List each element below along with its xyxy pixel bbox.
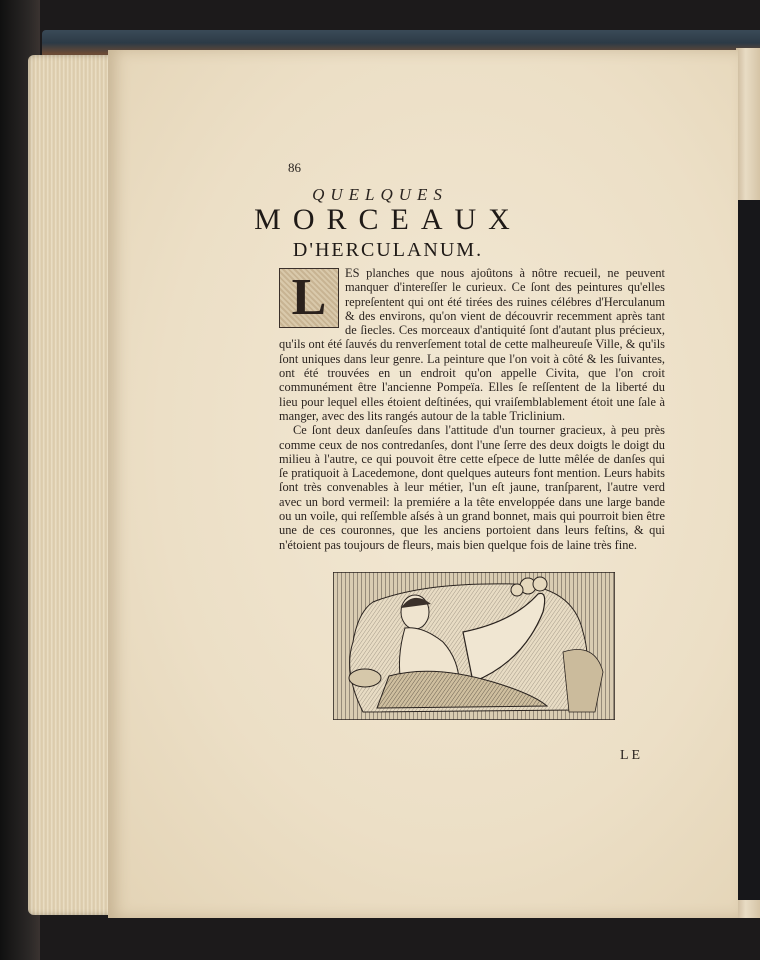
page-edges bbox=[28, 55, 120, 915]
catchword: LE bbox=[620, 748, 644, 763]
title-morceaux: MORCEAUX bbox=[254, 203, 522, 236]
paragraph-2: Ce ſont deux danſeuſes dans l'attitude d'un tourner gracieux, à peu près comme ceux de nos contredanſes, dont l'une ſerre des deux doigts le doigt du milieu à l'autre, ce qui pouvoit être cette eſpece de lutte mêlée de danſes qui ſe pratiquoit à Lacedemone, dont quelques auteurs font mention. Leurs habits ſont très convenables à leur métier, l'un eſt jaune, tranſparent, l'autre verd avec un bord vermeil: la premiére a la tête enveloppée dans une large bande ou un voile, qui reſſemble aſsés à un grand bonnet, mais qui pourroit bien être une de ces couronnes, que les anciens portoient dans leurs feſtins, & qui n'étoient pas toujours de fleurs, mais bien quelque fois de laine très fine. bbox=[279, 423, 665, 552]
page-number: 86 bbox=[288, 160, 301, 175]
scan-edge-strip bbox=[735, 200, 760, 900]
ornamental-drop-cap: L bbox=[279, 268, 339, 328]
title-quelques: QUELQUES bbox=[312, 185, 448, 204]
body-text bbox=[279, 266, 665, 552]
engraving-illustration bbox=[333, 572, 615, 720]
paragraph-1: ES planches que nous ajoûtons à nôtre recueil, ne peuvent manquer d'intereſſer le curieux. Ce ſont des peintures qu'elles repreſentent qui ont été tirées des ruines célébres d'Herculanum & des environs, qu'on vient de découvrir recemment après tant de ſiecles. Ces morceaux d'antiquité ſont d'autant plus précieux, qu'ils ont été ſauvés du renverſement total de cette malheureuſe Ville, & qu'ils ſont uniques dans leur genre. La peinture que l'on voit à côté & les ſuivantes, ont été trouvées en un endroit qu'on appelle Civita, que l'on croit communément être l'ancienne Pompeïa. Elles ſe reſſentent de la liberté du lieu pour lequel elles étoient deſtinées, qui vraiſemblablement étoit une ſale à manger, avec des lits rangés autour de la table Triclinium. bbox=[279, 266, 665, 423]
title-herculanum: D'HERCULANUM. bbox=[292, 239, 484, 261]
